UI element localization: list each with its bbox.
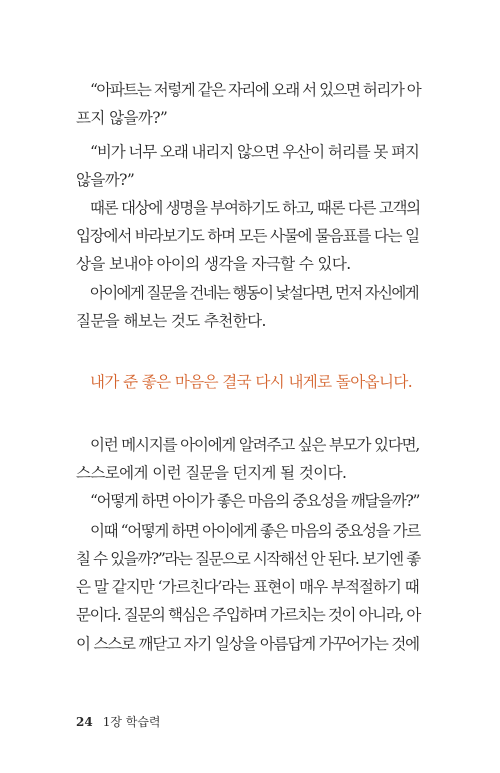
text-line: 스스로에게 이런 질문을 던지게 될 것이다. bbox=[76, 464, 347, 482]
text-line: 프지 않을까?” bbox=[76, 109, 168, 127]
text-line: “어떻게 하면 아이가 좋은 마음의 중요성을 깨달을까?” bbox=[90, 492, 420, 510]
text-line: 질문을 해보는 것도 추천한다. bbox=[76, 312, 266, 330]
text-line: 상을 보내야 아이의 생각을 자극할 수 있다. bbox=[76, 255, 351, 273]
text-line: “비가 너무 오래 내리지 않으면 우산이 허리를 못 펴지 bbox=[90, 143, 419, 161]
chapter-label: 1장 학습력 bbox=[102, 715, 161, 729]
page-footer bbox=[76, 714, 161, 730]
text-line: 이 스스로 깨닫고 자기 일상을 아름답게 가꾸어가는 것에 bbox=[76, 635, 419, 653]
text-line: 아이에게 질문을 건네는 행동이 낯설다면, 먼저 자신에게 bbox=[90, 284, 418, 302]
page-number: 24 bbox=[76, 715, 93, 729]
text-line: 이때 “어떻게 하면 아이에게 좋은 마음의 중요성을 가르 bbox=[90, 522, 420, 540]
text-line: 않을까?” bbox=[76, 171, 135, 189]
highlight-quote: 내가 준 좋은 마음은 결국 다시 내게로 돌아옵니다. bbox=[90, 373, 413, 391]
text-line: 문이다. 질문의 핵심은 주입하며 가르치는 것이 아니라, 아 bbox=[76, 606, 420, 624]
text-line: 칠 수 있을까?”라는 질문으로 시작해선 안 된다. 보기엔 좋 bbox=[76, 550, 420, 568]
text-line: 은 말 같지만 ‘가르친다’라는 표현이 매우 부적절하기 때 bbox=[76, 578, 419, 596]
text-line: 입장에서 바라보기도 하며 모든 사물에 물음표를 다는 일 bbox=[76, 227, 419, 245]
text-line: 이런 메시지를 아이에게 알려주고 싶은 부모가 있다면, bbox=[90, 436, 420, 454]
text-line: “아파트는 저렇게 같은 자리에 오래 서 있으면 허리가 아 bbox=[90, 81, 421, 99]
text-line: 때론 대상에 생명을 부여하기도 하고, 때론 다른 고객의 bbox=[90, 199, 420, 217]
